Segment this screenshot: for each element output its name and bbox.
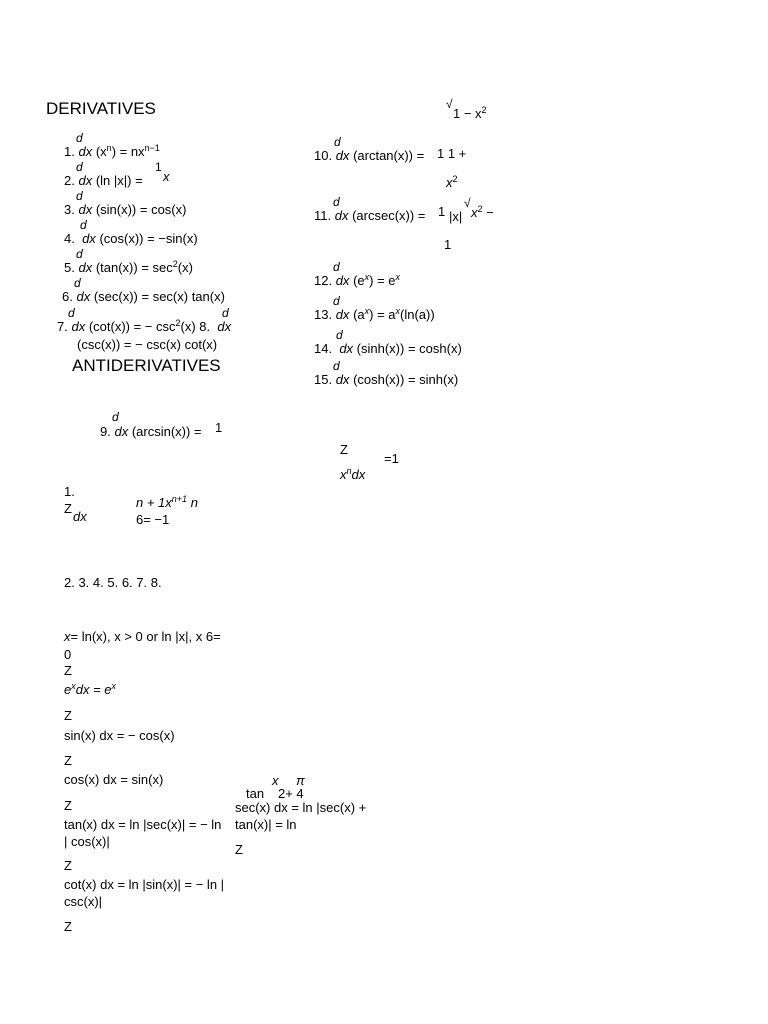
sec-pi: π [296,773,305,788]
integral-sign-8: Z [235,842,243,857]
integral-1-condition: 6= −1 [136,512,170,527]
sqrt-icon: √ [446,97,453,111]
integral-sec-line: sec(x) dx = ln |sec(x) + [235,800,367,815]
derivative-14: 14. dx (sinh(x)) = cosh(x) [314,341,462,356]
integral-cot-line: cot(x) dx = ln |sin(x)| = − ln | [64,877,225,892]
integral-sign-3: Z [64,708,72,723]
sec-x: x [272,773,279,788]
d11-absx: |x| [449,209,463,224]
derivative-9: 9. dx (arcsin(x)) = [100,424,202,439]
integral-ln-zero: 0 [64,647,72,662]
derivative-11: 11. dx (arcsec(x)) = [314,208,426,223]
derivative-7: 7. dx (cot(x)) = − $\csc^2(x)$ 8. dx [57,318,232,334]
d11-sqrt-icon: √ [464,196,471,210]
d4-d: d [80,218,87,232]
integral-exp-line: $e^xdx = e^x$ [64,681,117,697]
d2-x: x [163,169,170,184]
d14-d: d [336,328,343,342]
sec-tan: tan [246,786,265,801]
d11-x2: $x^2$ − [471,204,494,220]
integral-sign-1: Z [64,501,72,516]
d11-one: 1 [438,204,446,219]
d10-d: d [334,135,341,149]
integral-sign-4: Z [64,753,72,768]
integral-sign-2: Z [64,663,72,678]
d1-d: d [76,131,83,145]
d3-d: d [76,189,83,203]
derivative-6: 6. dx (sec(x)) = sec(x) tan(x) [62,289,225,304]
derivative-8: (csc(x)) = − csc(x) cot(x) [77,337,218,352]
d15-d: d [333,359,340,373]
d2-one: 1 [155,160,162,174]
integral-sign-5: Z [64,798,72,813]
top-right-expression: $1 - x^2$ [453,105,487,121]
derivative-2: 2. dx (ln |x|) = [64,173,143,188]
integral-sec-line-2: tan(x)| = ln [235,817,297,832]
integral-sin-line: sin(x) dx = − cos(x) [64,728,175,743]
integral-1-number: 1. [64,484,75,499]
d5-d: d [76,247,83,261]
integral-1-dx: dx [73,509,87,524]
d6-d: d [74,276,81,290]
d11-d: d [333,195,340,209]
integral-cos-line: cos(x) dx = sin(x) [64,772,164,787]
integral-ln-line: x= ln(x), x > 0 or ln |x|, x 6= [64,629,221,644]
integral-tan-line: tan(x) dx = ln |sec(x)| = − ln [64,817,222,832]
derivative-3: 3. dx (sin(x)) = cos(x) [64,202,187,217]
d2-d: d [76,160,83,174]
d9-d: d [112,410,119,424]
d8-d: d [222,306,229,320]
d11-one-below: 1 [444,237,452,252]
antiderivatives-heading: ANTIDERIVATIVES [72,356,221,375]
sec-fraction: 2+ 4 [278,786,304,801]
d13-d: d [333,294,340,308]
derivative-10: 10. dx (arctan(x)) = [314,148,425,163]
integral-tan-line-2: | cos(x)| [64,834,110,849]
derivative-4: 4. dx (cos(x)) = −sin(x) [64,231,198,246]
integral-sign-right: Z [340,442,348,457]
integral-cot-line-2: csc(x)| [64,894,103,909]
xn-dx: $x^ndx$ [340,466,366,482]
integral-1-rhs: $n + 1x^{n+1}$ n [136,494,198,510]
equals-one: =1 [384,451,399,466]
derivative-15: 15. dx (cosh(x)) = sinh(x) [314,372,459,387]
integral-numbers: 2. 3. 4. 5. 6. 7. 8. [64,575,162,590]
d10-x2: $x^2$ [446,174,458,190]
integral-sign-6: Z [64,858,72,873]
derivatives-heading: DERIVATIVES [46,99,156,118]
integral-sign-7: Z [64,919,72,934]
d12-d: d [333,260,340,274]
d7-d: d [68,306,75,320]
derivative-1: 1. dx $(x^n) = nx^{n-1}$ [64,143,160,159]
derivative-5: 5. dx $(\tan(x)) = \sec^2(x)$ [64,259,193,275]
derivative-12: 12. dx $(e^x) = e^x$ [314,272,400,288]
d10-fraction: 1 1 + [437,146,467,161]
d9-one: 1 [215,420,223,435]
derivative-13: 13. dx $(a^x) = a^x(\ln(a))$ [314,306,435,322]
